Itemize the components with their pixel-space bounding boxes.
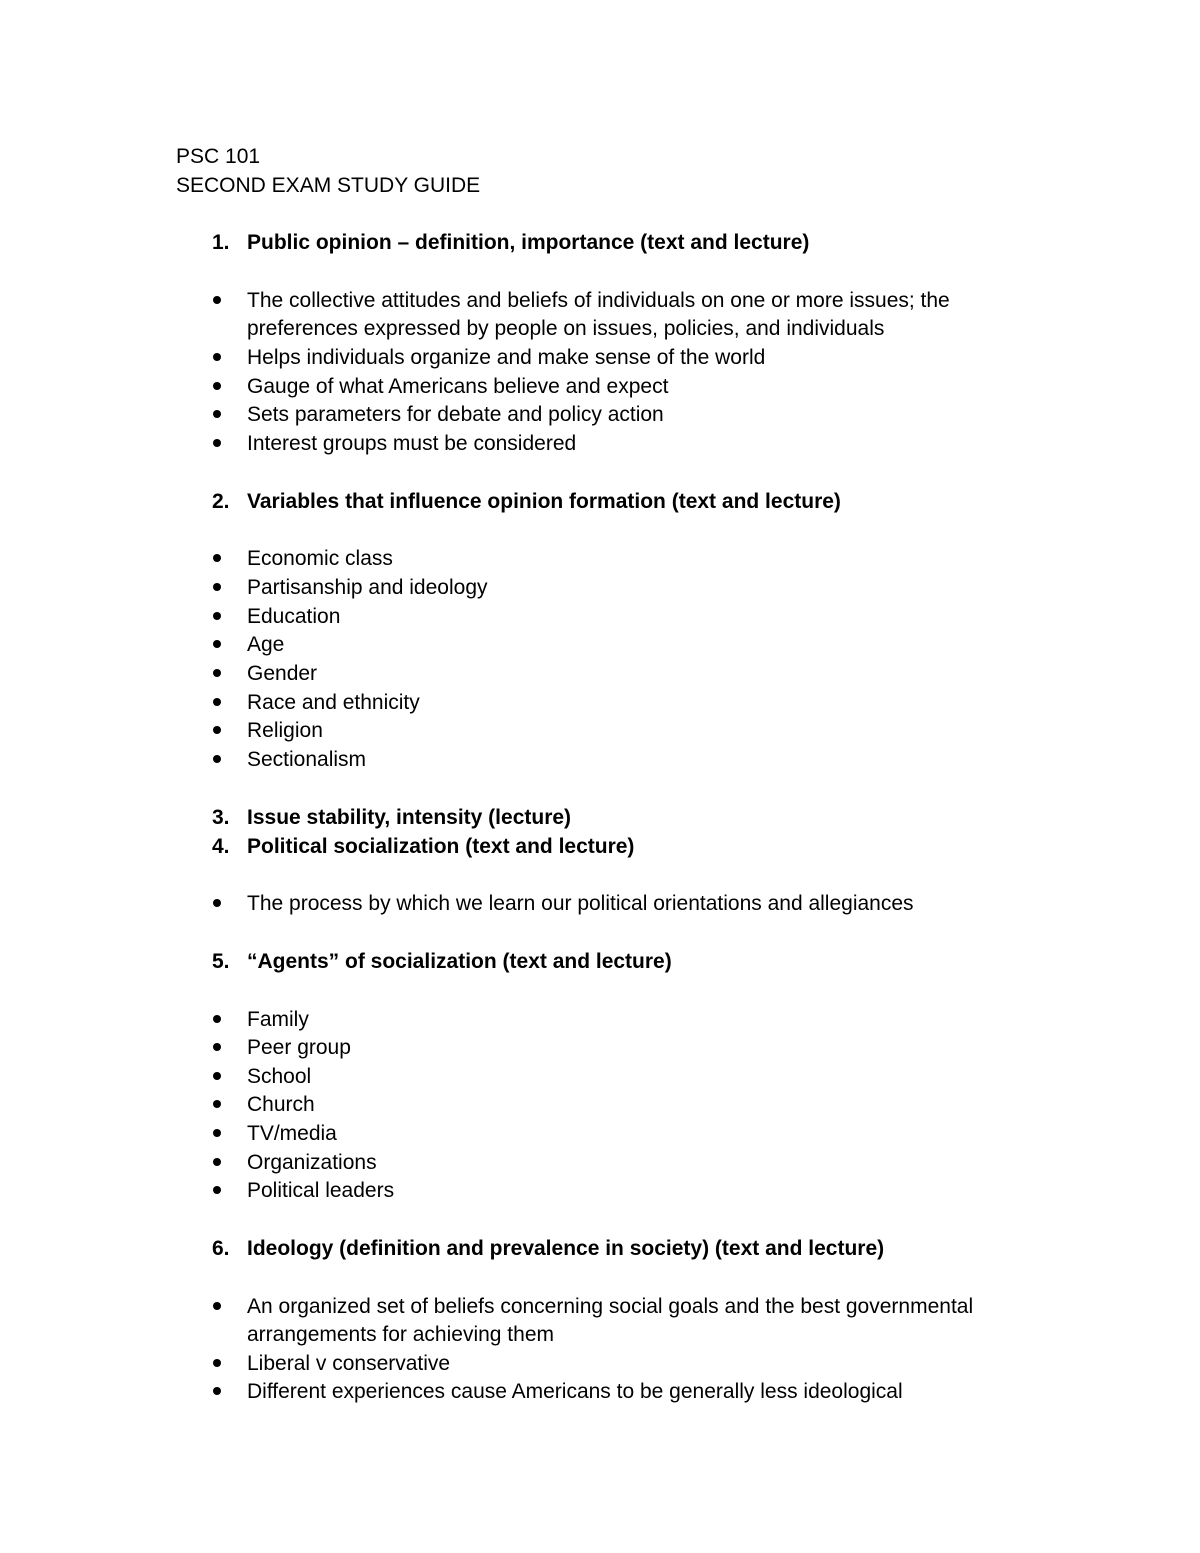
list-item: Church [247,1093,315,1116]
bullet-icon [213,410,221,418]
list-item: Religion [247,719,323,742]
question-text: Ideology (definition and prevalence in society) (text and lecture) [247,1237,885,1260]
list-item: Peer group [247,1036,351,1059]
bullet-icon [213,353,221,361]
list-item: The process by which we learn our political orientations and allegiances [247,892,914,915]
list-item: School [247,1065,312,1088]
bullet-icon [213,1129,221,1137]
question-text: Political socialization (text and lecture) [247,835,635,858]
list-item: Age [247,633,285,656]
bullet-icon [213,1186,221,1194]
list-item: Gauge of what Americans believe and expect [247,375,669,398]
question-number: 1. [212,231,230,254]
bullet-icon [213,640,221,648]
list-item: Education [247,605,341,628]
bullet-icon [213,755,221,763]
list-item: Race and ethnicity [247,691,420,714]
list-item: Economic class [247,547,393,570]
bullet-icon [213,669,221,677]
bullet-icon [213,1359,221,1367]
list-item: Sectionalism [247,748,367,771]
question-number: 4. [212,835,230,858]
list-item: Different experiences cause Americans to be generally less ideological [247,1380,903,1403]
document-title: SECOND EXAM STUDY GUIDE [176,174,481,197]
bullet-icon [213,1072,221,1080]
bullet-icon [213,1043,221,1051]
bullet-icon [213,439,221,447]
bullet-icon [213,612,221,620]
question-number: 6. [212,1237,230,1260]
bullet-icon [213,726,221,734]
question-number: 2. [212,490,230,513]
bullet-icon [213,583,221,591]
list-item: Liberal v conservative [247,1352,451,1375]
list-item: Sets parameters for debate and policy action [247,403,664,426]
question-text: Variables that influence opinion formation (text and lecture) [247,490,841,513]
list-item: Partisanship and ideology [247,576,488,599]
list-item: An organized set of beliefs concerning social goals and the best governmental [247,1295,974,1318]
bullet-icon [213,554,221,562]
list-item: Gender [247,662,318,685]
question-number: 5. [212,950,230,973]
bullet-icon [213,1387,221,1395]
question-text: “Agents” of socialization (text and lecture) [247,950,672,973]
list-item: The collective attitudes and beliefs of individuals on one or more issues; the [247,289,950,312]
list-item-continuation: preferences expressed by people on issues, policies, and individuals [247,317,885,340]
question-number: 3. [212,806,230,829]
list-item: Organizations [247,1151,377,1174]
question-text: Public opinion – definition, importance (text and lecture) [247,231,810,254]
bullet-icon [213,899,221,907]
course-code: PSC 101 [176,145,261,168]
list-item: Political leaders [247,1179,395,1202]
list-item: Interest groups must be considered [247,432,577,455]
bullet-icon [213,1100,221,1108]
question-text: Issue stability, intensity (lecture) [247,806,572,829]
list-item: Family [247,1008,309,1031]
bullet-icon [213,382,221,390]
list-item: Helps individuals organize and make sense of the world [247,346,766,369]
bullet-icon [213,1302,221,1310]
list-item: TV/media [247,1122,337,1145]
bullet-icon [213,1158,221,1166]
list-item-continuation: arrangements for achieving them [247,1323,554,1346]
bullet-icon [213,296,221,304]
bullet-icon [213,1015,221,1023]
bullet-icon [213,698,221,706]
